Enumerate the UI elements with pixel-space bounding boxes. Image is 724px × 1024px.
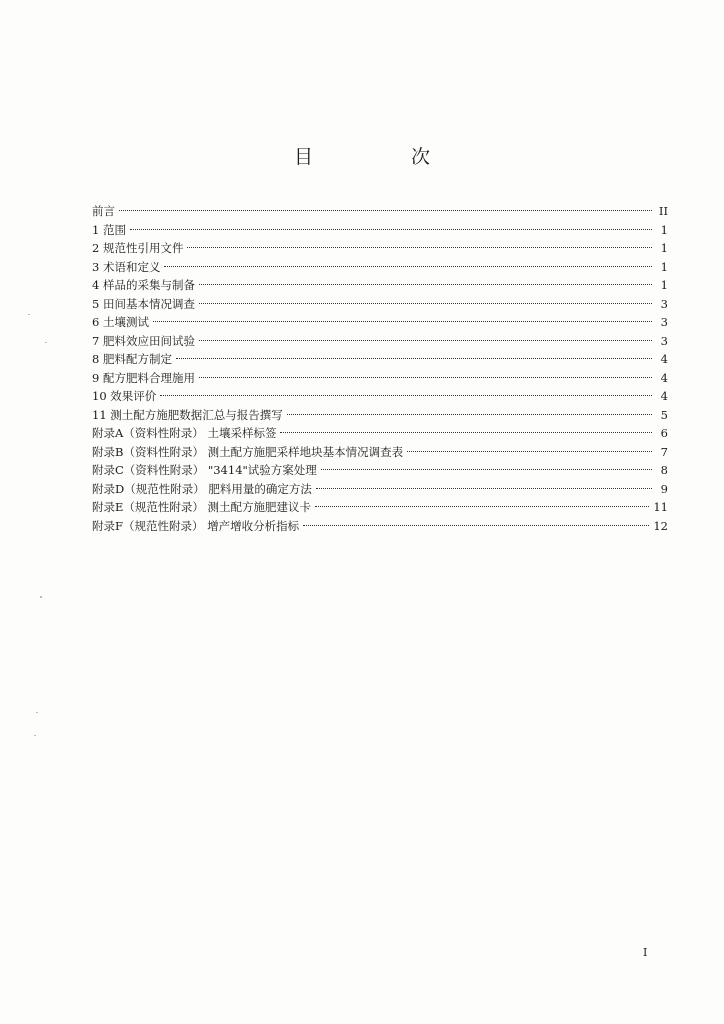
toc-entry[interactable] (92, 498, 668, 517)
toc-entry[interactable] (92, 202, 668, 221)
toc-dot-leader (160, 395, 652, 396)
toc-dot-leader (280, 432, 652, 433)
toc-entry-label: 11 测土配方施肥数据汇总与报告撰写 (92, 407, 283, 422)
toc-entry-page: 1 (660, 241, 668, 255)
toc-dot-leader (303, 525, 649, 526)
toc-entry-label: 2 规范性引用文件 (92, 241, 184, 255)
scan-speck (40, 596, 42, 598)
toc-dot-leader (153, 321, 652, 322)
toc-entry-label: 9 配方肥料合理施用 (92, 370, 195, 385)
toc-entry-page: 7 (660, 444, 668, 459)
toc-entry[interactable] (92, 276, 668, 295)
toc-dot-leader (316, 488, 652, 489)
toc-entry-page: 3 (660, 315, 668, 329)
toc-entry-page: 4 (660, 370, 668, 385)
toc-entry-label: 1 范围 (92, 222, 126, 237)
toc-entry[interactable] (92, 480, 668, 499)
toc-entry-label: 6 土壤测试 (92, 315, 149, 329)
toc-entry-page: 3 (660, 296, 668, 311)
toc-entry[interactable] (92, 332, 668, 351)
toc-entry[interactable] (92, 295, 668, 314)
scan-speck (28, 314, 30, 315)
page-number: I (643, 946, 648, 959)
toc-entry-page: 11 (653, 500, 668, 514)
toc-entry[interactable] (92, 239, 668, 258)
toc-dot-leader (176, 358, 652, 359)
toc-entry-label: 附录A（资料性附录） 土壤采样标签 (92, 426, 277, 440)
toc-entry[interactable] (92, 369, 668, 388)
toc-entry[interactable] (92, 443, 668, 462)
toc-entry-page: 1 (660, 222, 668, 237)
toc-entry[interactable] (92, 424, 668, 443)
toc-entry[interactable] (92, 313, 668, 332)
toc-entry-page: 5 (660, 407, 668, 422)
toc-dot-leader (199, 303, 652, 304)
scan-speck (36, 712, 38, 713)
toc-entry-label: 7 肥料效应田间试验 (92, 333, 195, 348)
toc-entry-label: 附录B（资料性附录） 测土配方施肥采样地块基本情况调查表 (92, 444, 404, 459)
toc-dot-leader (287, 414, 652, 415)
toc-entry[interactable] (92, 258, 668, 277)
toc-entry-page: 4 (660, 352, 668, 366)
toc-dot-leader (199, 377, 652, 378)
toc-dot-leader (199, 284, 652, 285)
toc-entry-page: 3 (660, 333, 668, 348)
toc-entry-label: 10 效果评价 (92, 389, 157, 403)
toc-entry-label: 附录F（规范性附录） 增产增收分析指标 (92, 518, 300, 533)
toc-entry-label: 附录E（规范性附录） 测土配方施肥建议卡 (92, 500, 312, 514)
toc-entry-page: 9 (660, 481, 668, 496)
toc-entry-label: 前言 (92, 204, 115, 218)
page-title: 目 次 (293, 146, 477, 168)
toc-entry-page: 4 (660, 389, 668, 403)
scan-speck (45, 342, 47, 343)
toc-entry-label: 3 术语和定义 (92, 259, 161, 274)
toc-dot-leader (315, 506, 649, 507)
toc-dot-leader (199, 340, 652, 341)
toc-entry-page: 6 (660, 426, 668, 440)
toc-entry[interactable] (92, 461, 668, 480)
toc-entry-page: 8 (660, 463, 668, 477)
toc-entry-page: 1 (660, 278, 668, 292)
toc-entry-label: 附录C（资料性附录） "3414"试验方案处理 (92, 463, 317, 477)
toc-dot-leader (130, 229, 652, 230)
table-of-contents (92, 202, 668, 535)
toc-entry-label: 4 样品的采集与制备 (92, 278, 195, 292)
scan-speck (34, 735, 36, 736)
toc-dot-leader (164, 266, 652, 267)
toc-entry[interactable] (92, 350, 668, 369)
toc-dot-leader (321, 469, 652, 470)
toc-dot-leader (407, 451, 652, 452)
toc-entry[interactable] (92, 517, 668, 536)
toc-entry-page: 12 (653, 518, 668, 533)
toc-entry-page: 1 (660, 259, 668, 274)
toc-entry-label: 8 肥料配方制定 (92, 352, 172, 366)
toc-entry-page: II (658, 204, 668, 218)
toc-entry[interactable] (92, 406, 668, 425)
toc-entry[interactable] (92, 221, 668, 240)
toc-dot-leader (119, 210, 652, 211)
toc-entry-label: 5 田间基本情况调查 (92, 296, 195, 311)
toc-entry[interactable] (92, 387, 668, 406)
toc-entry-label: 附录D（规范性附录） 肥料用量的确定方法 (92, 481, 312, 496)
toc-dot-leader (187, 247, 652, 248)
